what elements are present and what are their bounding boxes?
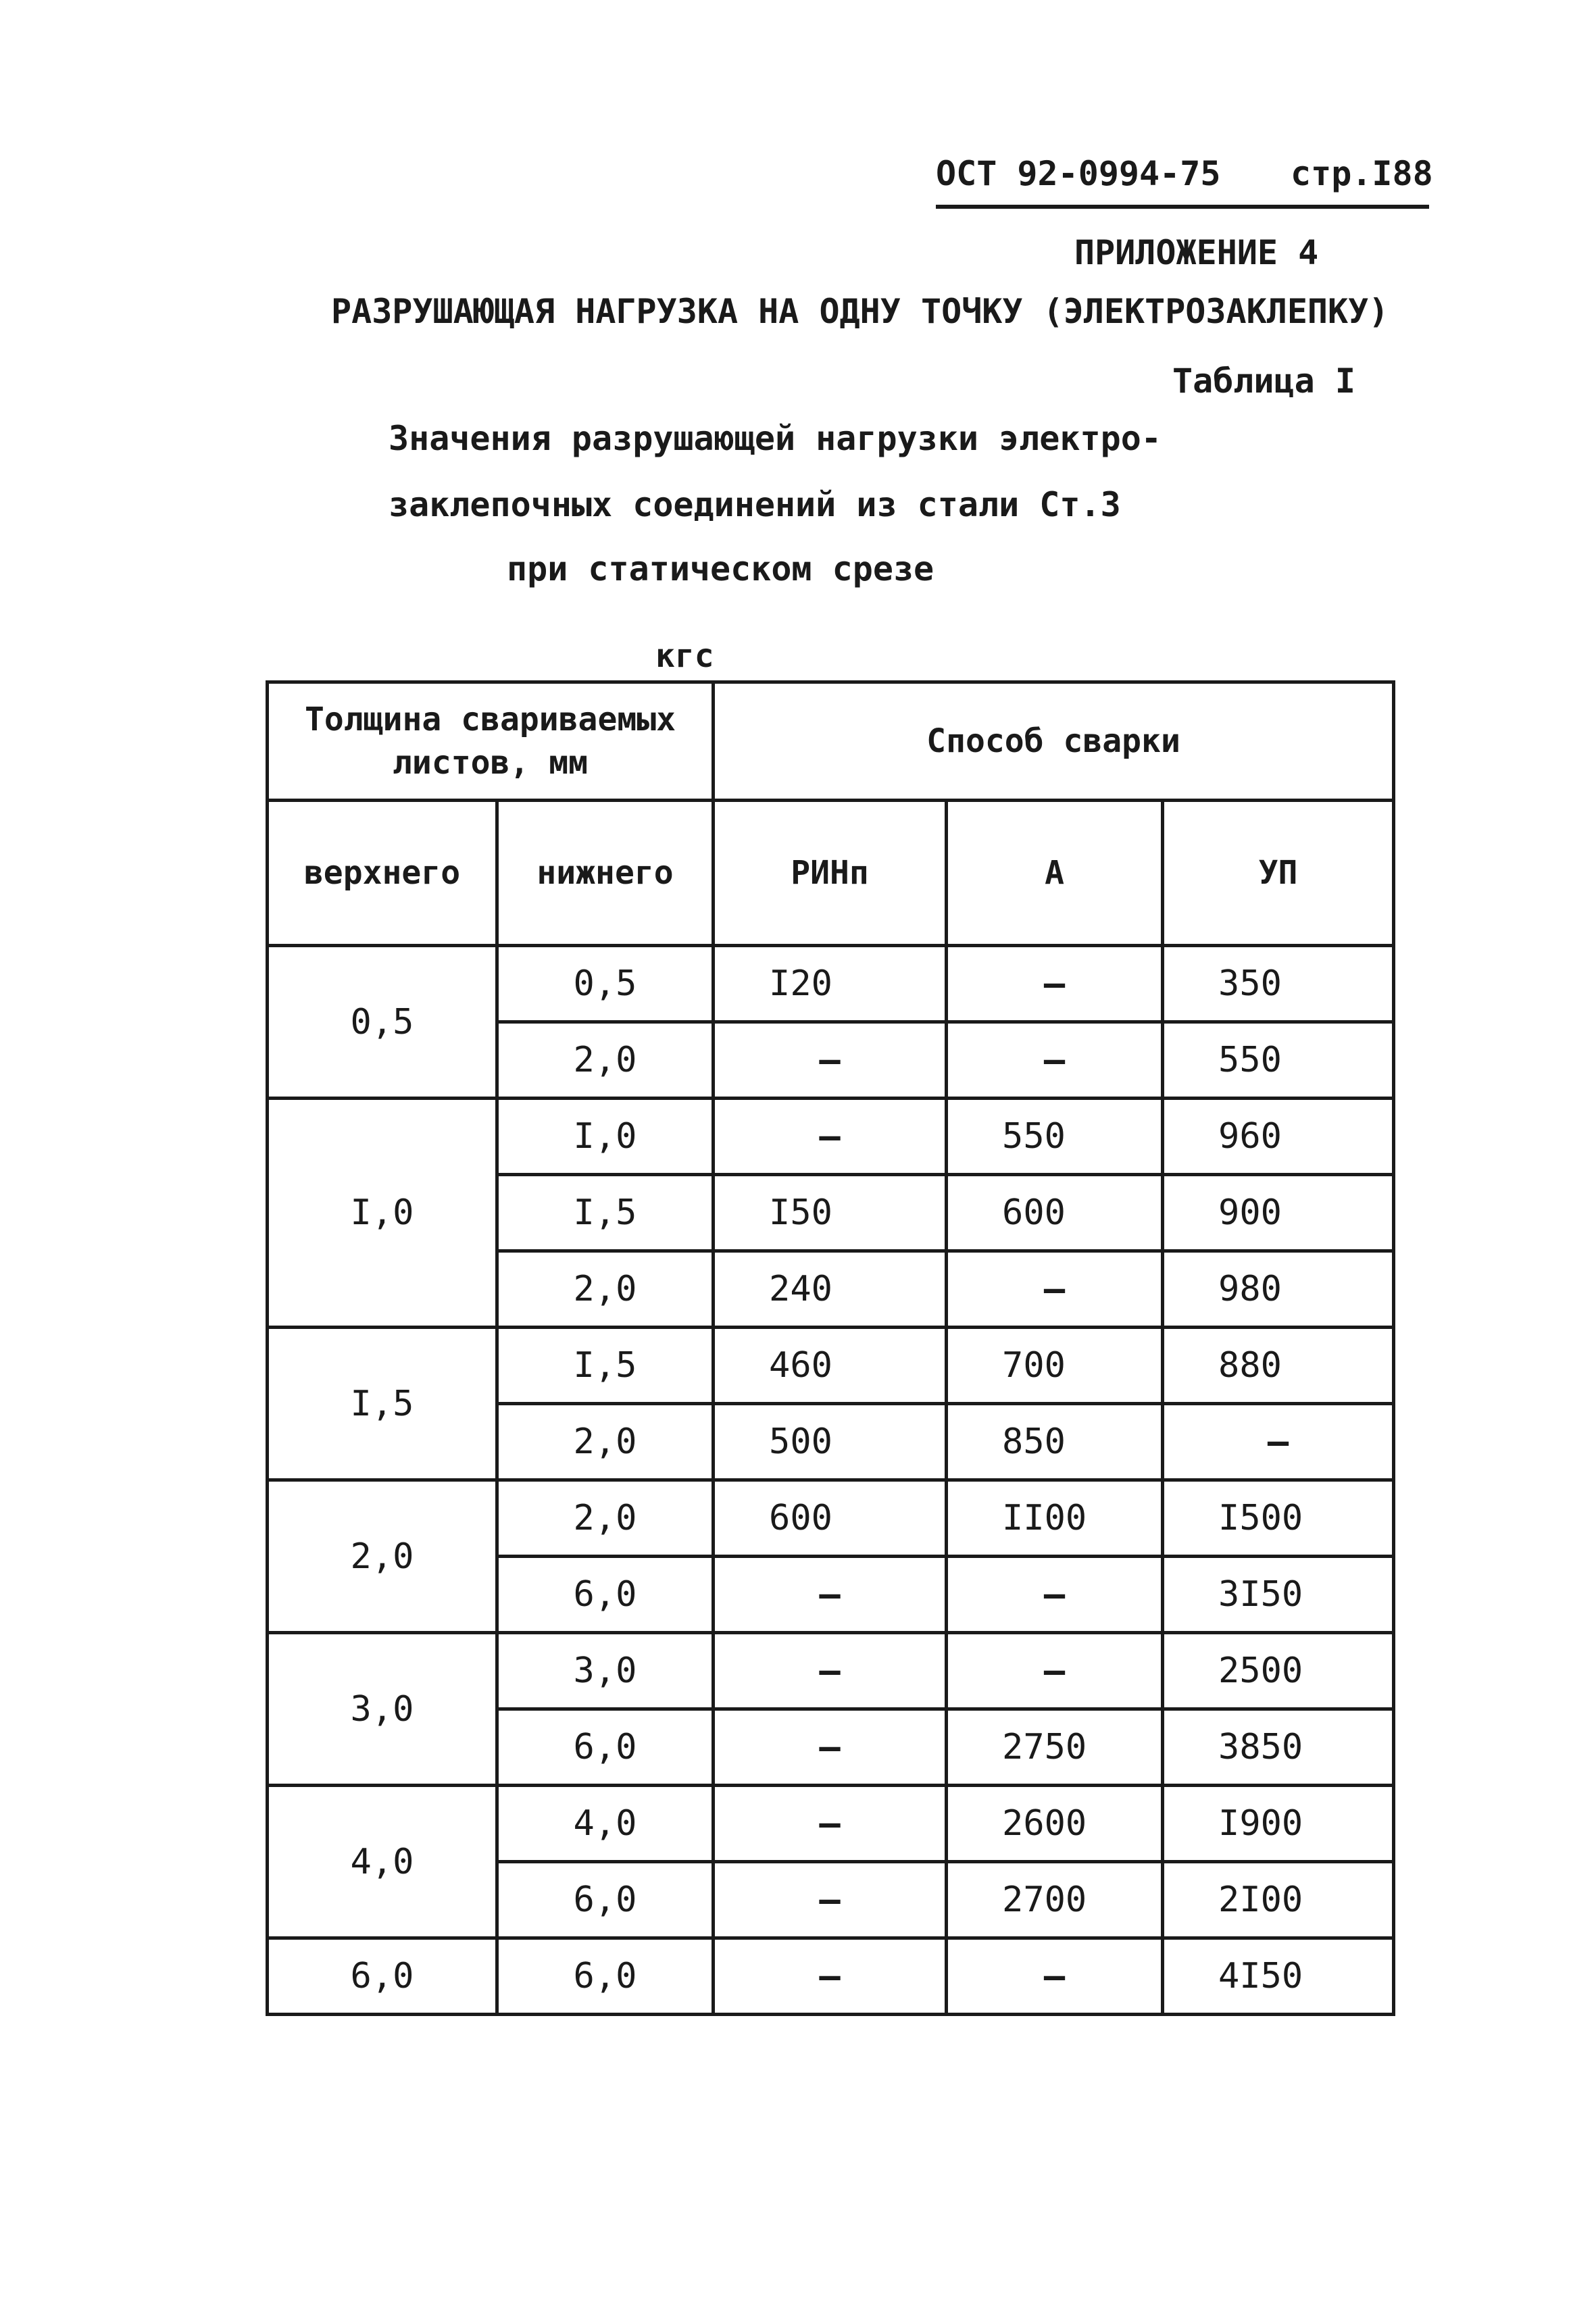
load-value-cell: I900 xyxy=(1163,1786,1394,1862)
load-value-cell: 600 xyxy=(714,1480,947,1557)
load-value-cell: 700 xyxy=(947,1328,1163,1404)
load-value-cell: 240 xyxy=(714,1251,947,1328)
thickness-header: Толщина свариваемых листов, мм xyxy=(268,682,714,801)
load-value-cell: I20 xyxy=(714,946,947,1022)
load-value-cell: — xyxy=(714,1862,947,1938)
load-value-cell: 500 xyxy=(714,1404,947,1480)
table-row xyxy=(268,1328,1394,1404)
load-value-cell: 4I50 xyxy=(1163,1938,1394,2015)
method-header: Способ сварки xyxy=(714,682,1394,801)
load-value-cell: 960 xyxy=(1163,1099,1394,1175)
unit-label: кгс xyxy=(655,637,714,675)
load-value-cell: 460 xyxy=(714,1328,947,1404)
method-up-header: УП xyxy=(1163,801,1394,946)
upper-thickness-cell: 4,0 xyxy=(268,1786,497,1938)
load-value-cell: 880 xyxy=(1163,1328,1394,1404)
load-value-cell: — xyxy=(714,1557,947,1633)
load-value-cell: 900 xyxy=(1163,1175,1394,1251)
document-code: ОСТ 92-0994-75 xyxy=(936,154,1221,193)
upper-thickness-cell: 0,5 xyxy=(268,946,497,1099)
method-a-header: А xyxy=(947,801,1163,946)
load-value-cell: 850 xyxy=(947,1404,1163,1480)
table-caption-line-3: при статическом срезе xyxy=(507,549,934,588)
header-underline xyxy=(936,205,1429,209)
load-value-cell: — xyxy=(714,1022,947,1099)
lower-thickness-cell: I,5 xyxy=(497,1328,714,1404)
lower-thickness-cell: 6,0 xyxy=(497,1938,714,2015)
table-row xyxy=(268,1480,1394,1557)
upper-thickness-cell: I,5 xyxy=(268,1328,497,1480)
appendix-label: ПРИЛОЖЕНИЕ 4 xyxy=(1074,233,1319,272)
lower-thickness-cell: 6,0 xyxy=(497,1709,714,1786)
lower-thickness-cell: I,0 xyxy=(497,1099,714,1175)
load-value-cell: 350 xyxy=(1163,946,1394,1022)
load-value-cell: — xyxy=(947,1557,1163,1633)
load-value-cell: 550 xyxy=(947,1099,1163,1175)
upper-thickness-cell: 2,0 xyxy=(268,1480,497,1633)
table-header-row xyxy=(268,682,1394,801)
table-row xyxy=(268,1938,1394,2015)
load-value-cell: — xyxy=(714,1786,947,1862)
load-value-cell: 2700 xyxy=(947,1862,1163,1938)
load-value-cell: 2I00 xyxy=(1163,1862,1394,1938)
lower-thickness-cell: 4,0 xyxy=(497,1786,714,1862)
load-value-cell: II00 xyxy=(947,1480,1163,1557)
table-caption-line-1: Значения разрушающей нагрузки электро- xyxy=(389,419,1162,458)
load-value-cell: 550 xyxy=(1163,1022,1394,1099)
load-value-cell: 2750 xyxy=(947,1709,1163,1786)
load-value-cell: — xyxy=(947,1633,1163,1709)
table-row xyxy=(268,1633,1394,1709)
table-number: Таблица I xyxy=(1172,361,1355,401)
lower-thickness-cell: 6,0 xyxy=(497,1557,714,1633)
load-value-cell: 980 xyxy=(1163,1251,1394,1328)
load-value-cell: — xyxy=(1163,1404,1394,1480)
load-value-cell: I50 xyxy=(714,1175,947,1251)
page-title: РАЗРУШАЮЩАЯ НАГРУЗКА НА ОДНУ ТОЧКУ (ЭЛЕКТРОЗАКЛЕПКУ) xyxy=(331,292,1389,331)
method-rinp-header: РИНп xyxy=(714,801,947,946)
load-value-cell: 600 xyxy=(947,1175,1163,1251)
lower-thickness-cell: 2,0 xyxy=(497,1404,714,1480)
lower-thickness-cell: 3,0 xyxy=(497,1633,714,1709)
load-value-cell: — xyxy=(947,1251,1163,1328)
lower-sheet-header: нижнего xyxy=(497,801,714,946)
load-value-cell: 2500 xyxy=(1163,1633,1394,1709)
load-value-cell: 3850 xyxy=(1163,1709,1394,1786)
upper-thickness-cell: 3,0 xyxy=(268,1633,497,1786)
upper-thickness-cell: 6,0 xyxy=(268,1938,497,2015)
table-row xyxy=(268,1786,1394,1862)
load-value-cell: — xyxy=(947,946,1163,1022)
load-value-cell: 2600 xyxy=(947,1786,1163,1862)
load-value-cell: — xyxy=(947,1938,1163,2015)
load-value-cell: — xyxy=(714,1633,947,1709)
table-caption-line-2: заклепочных соединений из стали Ст.3 xyxy=(389,485,1121,524)
load-value-cell: — xyxy=(714,1099,947,1175)
lower-thickness-cell: 0,5 xyxy=(497,946,714,1022)
page-number: стр.I88 xyxy=(1291,154,1433,193)
table-row xyxy=(268,946,1394,1022)
load-value-cell: — xyxy=(947,1022,1163,1099)
lower-thickness-cell: 2,0 xyxy=(497,1022,714,1099)
upper-thickness-cell: I,0 xyxy=(268,1099,497,1328)
lower-thickness-cell: 2,0 xyxy=(497,1480,714,1557)
lower-thickness-cell: I,5 xyxy=(497,1175,714,1251)
load-value-cell: — xyxy=(714,1709,947,1786)
load-value-cell: I500 xyxy=(1163,1480,1394,1557)
lower-thickness-cell: 6,0 xyxy=(497,1862,714,1938)
load-value-cell: 3I50 xyxy=(1163,1557,1394,1633)
table-row xyxy=(268,1099,1394,1175)
load-table xyxy=(266,680,1395,2016)
load-value-cell: — xyxy=(714,1938,947,2015)
upper-sheet-header: верхнего xyxy=(268,801,497,946)
lower-thickness-cell: 2,0 xyxy=(497,1251,714,1328)
table-subheader-row xyxy=(268,801,1394,946)
